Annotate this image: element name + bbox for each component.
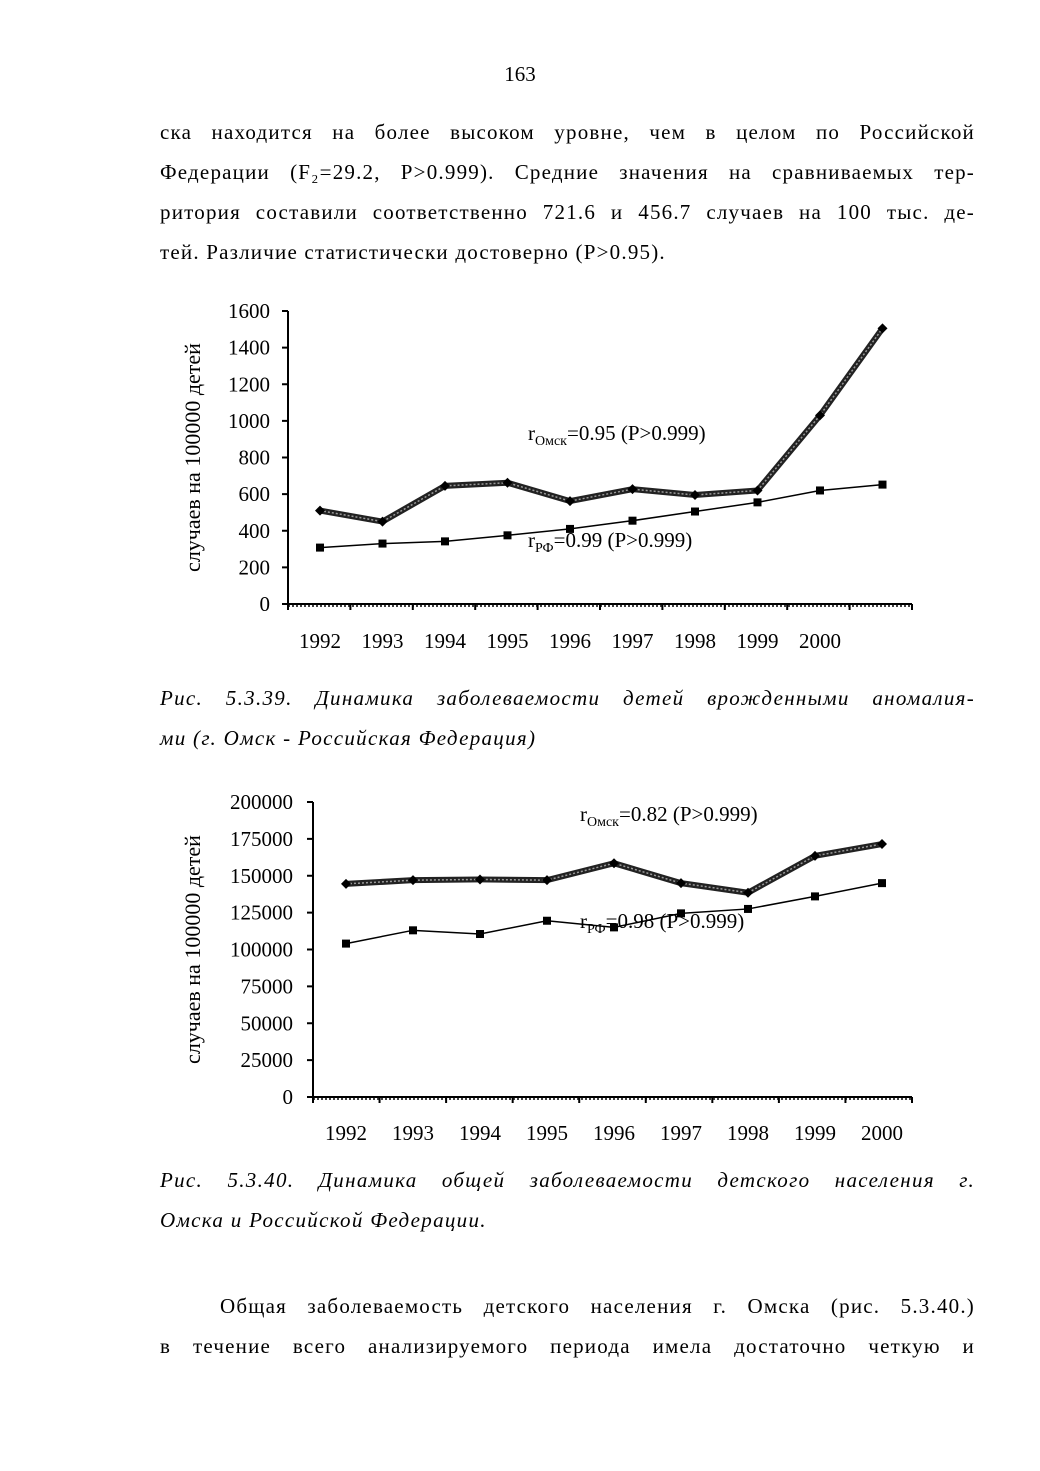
y-axis-title: случаев на 100000 детей: [180, 835, 205, 1064]
intro-paragraph: [160, 112, 975, 272]
y-tick-label: 1200: [228, 372, 270, 397]
data-point-rf: [379, 540, 387, 548]
x-tick-label: 1995: [526, 1121, 568, 1145]
x-tick-label: 1996: [549, 629, 591, 653]
data-point-rf: [629, 517, 637, 525]
x-tick-label: 2000: [799, 629, 841, 653]
data-point-rf: [878, 879, 886, 887]
x-tick-label: 1998: [727, 1121, 769, 1145]
annotation-r-rf: $r_{РФ}=0.99$ (P>0.999): [528, 528, 693, 556]
figure1-chart: [0, 290, 1040, 660]
data-point-rf: [409, 926, 417, 934]
data-point-rf: [744, 905, 752, 913]
data-point-rf: [879, 481, 887, 489]
annotation-r-omsk: $r_{Омск}=0.95$ (P>0.999): [528, 421, 706, 449]
data-point-omsk: [475, 874, 485, 884]
y-tick-label: 200000: [230, 790, 293, 814]
x-tick-label: 1992: [299, 629, 341, 653]
y-tick-label: 1000: [228, 408, 270, 433]
data-point-omsk: [408, 875, 418, 885]
y-tick-label: 1600: [228, 299, 270, 323]
y-tick-label: 400: [238, 518, 270, 543]
x-tick-label: 1997: [611, 629, 654, 653]
data-point-rf: [476, 930, 484, 938]
caption-line: Рис. 5.3.40. Динамика общей заболеваемости детского населения г.: [160, 1168, 975, 1192]
x-tick-label: 2000: [861, 1121, 903, 1145]
text-line: Общая заболеваемость детского населения г. Омска (рис. 5.3.40.): [220, 1294, 975, 1318]
text-line: Федерации (F₂=29.2, P>0.999). Средние значения на сравниваемых тер-: [160, 160, 975, 184]
y-tick-label: 25000: [240, 1048, 293, 1073]
x-tick-label: 1994: [424, 629, 466, 653]
x-tick-label: 1994: [459, 1121, 501, 1145]
y-tick-label: 50000: [240, 1011, 293, 1036]
page-number: 163: [504, 62, 536, 86]
data-point-rf: [316, 544, 324, 552]
annotation-r-omsk: $r_{Омск}=0.82$ (P>0.999): [580, 802, 758, 830]
y-tick-label: 100000: [230, 937, 293, 962]
figure2-caption: [160, 1160, 975, 1240]
x-tick-label: 1993: [361, 629, 404, 653]
text-line: в течение всего анализируемого периода имела достаточно четкую и: [160, 1334, 975, 1358]
x-tick-label: 1999: [736, 629, 779, 653]
y-tick-label: 150000: [230, 863, 293, 888]
text-line: ска находится на более высоком уровне, чем в целом по Российской: [160, 120, 975, 144]
y-tick-label: 800: [238, 445, 270, 470]
y-tick-label: 125000: [230, 900, 293, 925]
figure2-chart: [0, 780, 1040, 1150]
data-point-omsk: [341, 879, 351, 889]
y-tick-label: 200: [238, 555, 270, 580]
x-tick-label: 1996: [593, 1121, 635, 1145]
x-tick-label: 1995: [486, 629, 529, 653]
x-tick-label: 1997: [660, 1121, 702, 1145]
data-point-rf: [543, 917, 551, 925]
closing-paragraph: [160, 1286, 975, 1366]
figure1-caption: [160, 678, 975, 758]
y-axis-title: случаев на 100000 детей: [180, 343, 205, 572]
data-point-omsk: [690, 490, 700, 500]
y-tick-label: 0: [282, 1085, 293, 1109]
x-tick-label: 1998: [674, 629, 716, 653]
data-point-rf: [342, 940, 350, 948]
x-tick-label: 1992: [325, 1121, 367, 1145]
caption-line: Рис. 5.3.39. Динамика заболеваемости детей врожденными аномалия-: [160, 686, 975, 710]
y-tick-label: 600: [238, 482, 270, 507]
series-line-omsk: [346, 844, 882, 893]
y-tick-label: 0: [259, 592, 270, 616]
caption-line: Омска и Российской Федерации.: [160, 1208, 487, 1232]
data-point-rf: [816, 486, 824, 494]
y-tick-label: 75000: [240, 974, 293, 999]
y-tick-label: 1400: [228, 335, 270, 360]
data-point-rf: [754, 498, 762, 506]
x-tick-label: 1999: [794, 1121, 836, 1145]
text-line: ритория составили соответственно 721.6 и 456.7 случаев на 100 тыс. де-: [160, 200, 975, 224]
annotation-r-rf: $r_{РФ}=0.98$ (P>0.999): [580, 909, 745, 937]
series-line-omsk-pattern: [346, 844, 882, 893]
text-line: тей. Различие статистически достоверно (P>0.95).: [160, 240, 666, 264]
data-point-rf: [811, 892, 819, 900]
x-tick-label: 1993: [392, 1121, 434, 1145]
caption-line: ми (г. Омск - Российская Федерация): [160, 726, 537, 750]
data-point-rf: [441, 537, 449, 545]
data-point-rf: [504, 531, 512, 539]
y-tick-label: 175000: [230, 826, 293, 851]
data-point-rf: [691, 508, 699, 516]
